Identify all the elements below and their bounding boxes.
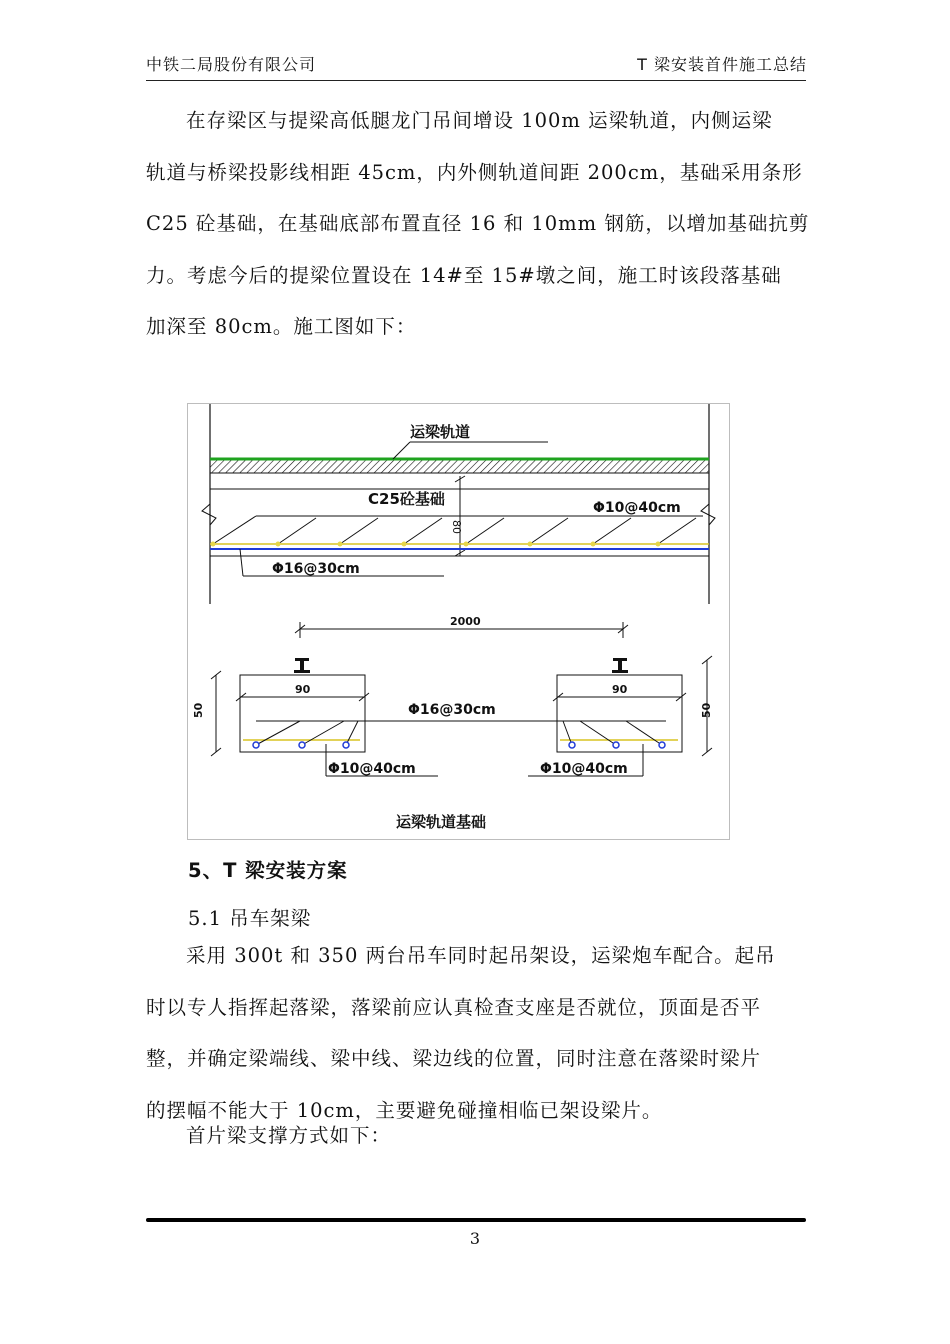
left-height-label: 50 [192,702,205,718]
paragraph-line: 在存梁区与提梁高低腿龙门吊间增设 100m 运梁轨道，内侧运梁 [186,109,773,132]
page-number: 3 [469,1229,481,1248]
cross-section [192,615,713,831]
track-foundation-drawing [187,403,730,840]
right-width-label: 90 [612,683,628,696]
left-rail-icon [294,658,310,673]
concrete-foundation-label: C25砼基础 [368,490,445,508]
upper-stirrup-label: Φ10@40cm [593,500,681,516]
paragraph-track-description [146,95,810,353]
paragraph-line: 整，并确定梁端线、梁中线、梁边线的位置，同时注意在落梁时梁片 [146,1047,762,1070]
bottom-rebar-label: Φ16@30cm [272,561,360,577]
paragraph-line: 的摆幅不能大于 10cm，主要避免碰撞相临已架设梁片。 [146,1098,663,1122]
right-height-label: 50 [700,702,713,718]
subsection-heading: 5.1 吊车架梁 [188,907,312,930]
right-stirrup-label: Φ10@40cm [540,761,628,777]
track-label: 运梁轨道 [410,423,471,441]
figure-caption: 运梁轨道基础 [396,813,487,831]
footer-rule [146,1218,806,1222]
paragraph-line: 加深至 80cm。施工图如下： [146,315,417,338]
header-company: 中铁二局股份有限公司 [146,55,317,74]
left-width-label: 90 [295,683,311,696]
span-label: 2000 [450,615,481,628]
paragraph-line: 首片梁支撑方式如下： [186,1124,392,1147]
paragraph-line: 轨道与桥梁投影线相距 45cm，内外侧轨道间距 200cm，基础采用条形 [146,160,803,184]
paragraph-crane-erection [146,930,810,1136]
depth-label: 80 [450,520,463,534]
section-heading: 5、T 梁安装方案 [188,859,348,882]
paragraph-line: 采用 300t 和 350 两台吊车同时起吊架设，运梁炮车配合。起吊 [186,944,776,967]
right-rail-icon [612,658,628,673]
paragraph-line: 时以专人指挥起落梁，落梁前应认真检查支座是否就位，顶面是否平 [146,995,762,1019]
header-rule [146,80,806,81]
mid-rebar-label: Φ16@30cm [408,702,496,718]
paragraph-line: 力。考虑今后的提梁位置设在 14#至 15#墩之间，施工时该段落基础 [146,263,782,287]
longitudinal-section [202,404,715,604]
header-document-title: T 梁安装首件施工总结 [637,55,807,74]
paragraph-support-intro [146,1110,810,1162]
left-stirrup-label: Φ10@40cm [328,761,416,777]
paragraph-line: C25 砼基础，在基础底部布置直径 16 和 10mm 钢筋，以增加基础抗剪 [146,212,810,235]
